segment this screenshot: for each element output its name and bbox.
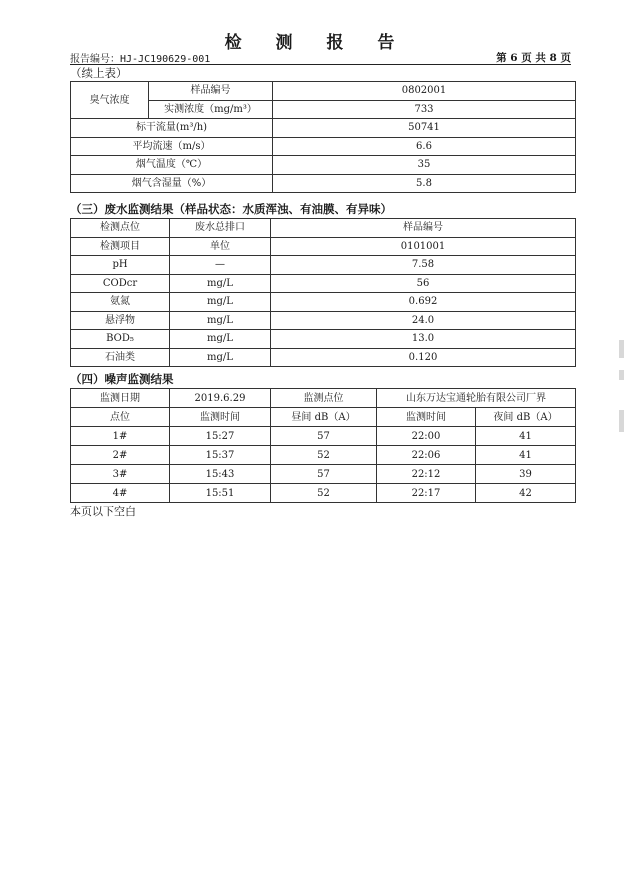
cell: 15:27 [170, 427, 271, 446]
cell: 石油类 [71, 348, 170, 367]
table-row [71, 119, 576, 138]
cell: mg/L [170, 293, 271, 312]
cell: CODcr [71, 274, 170, 293]
header-cell: 监测点位 [271, 389, 377, 408]
cell: 3# [71, 465, 170, 484]
cell: 悬浮物 [71, 311, 170, 330]
cell: 42 [476, 484, 576, 503]
table-row [71, 348, 576, 367]
header-cell: 监测日期 [71, 389, 170, 408]
exhaust-gas-table [70, 81, 576, 193]
table-row [71, 174, 576, 193]
table-row [71, 156, 576, 175]
report-header [70, 50, 571, 65]
cell: 41 [476, 427, 576, 446]
header-cell: 样品编号 [271, 219, 576, 238]
header-cell: 0101001 [271, 237, 576, 256]
header-cell: 昼间 dB（A） [271, 408, 377, 427]
cell: 52 [271, 484, 377, 503]
header-cell: 检测点位 [71, 219, 170, 238]
row-value: 0802001 [273, 82, 576, 101]
cell: mg/L [170, 330, 271, 349]
row-label: 样品编号 [149, 82, 273, 101]
cell: 41 [476, 446, 576, 465]
row-label: 平均流速（m/s） [71, 137, 273, 156]
end-of-page-note: 本页以下空白 [70, 505, 136, 518]
cell: 13.0 [271, 330, 576, 349]
cell: 0.120 [271, 348, 576, 367]
cell: pH [71, 256, 170, 275]
cell: 56 [271, 274, 576, 293]
row-label: 烟气含湿量（%） [71, 174, 273, 193]
wastewater-table [70, 218, 576, 367]
table-row [71, 465, 576, 484]
table-row [71, 274, 576, 293]
cell: 0.692 [271, 293, 576, 312]
header-cell: 监测时间 [377, 408, 476, 427]
header-cell: 2019.6.29 [170, 389, 271, 408]
noise-heading: （四）噪声监测结果 [70, 372, 174, 386]
continued-label: （续上表） [70, 66, 128, 80]
table-row [71, 256, 576, 275]
table-row [71, 408, 576, 427]
table-row [71, 484, 576, 503]
table-row [71, 330, 576, 349]
report-title: 检 测 报 告 [224, 33, 409, 53]
wastewater-heading: （三）废水监测结果（样品状态：水质浑浊、有油膜、有异味） [70, 202, 392, 216]
row-label: 烟气温度（℃） [71, 156, 273, 175]
header-cell: 点位 [71, 408, 170, 427]
cell: 39 [476, 465, 576, 484]
cell: 氨氮 [71, 293, 170, 312]
cell: 22:17 [377, 484, 476, 503]
cell: mg/L [170, 274, 271, 293]
cell: — [170, 256, 271, 275]
row-value: 35 [273, 156, 576, 175]
cell: 22:12 [377, 465, 476, 484]
report-number: 报告编号：HJ-JC190629-001 [70, 54, 211, 65]
cell: 1# [71, 427, 170, 446]
header-cell: 检测项目 [71, 237, 170, 256]
row-value: 6.6 [273, 137, 576, 156]
noise-table [70, 388, 576, 503]
cell: 15:37 [170, 446, 271, 465]
page-indicator: 第 6 页 共 8 页 [496, 52, 571, 64]
cell: BOD₅ [71, 330, 170, 349]
table-row [71, 427, 576, 446]
header-cell: 夜间 dB（A） [476, 408, 576, 427]
header-cell: 监测时间 [170, 408, 271, 427]
header-cell: 单位 [170, 237, 271, 256]
row-label: 标干流量(m³/h) [71, 119, 273, 138]
row-value: 733 [273, 100, 576, 119]
row-value: 50741 [273, 119, 576, 138]
table-row [71, 311, 576, 330]
cell: mg/L [170, 311, 271, 330]
table-row [71, 82, 576, 101]
table-row [71, 237, 576, 256]
row-label: 实测浓度（mg/m³） [149, 100, 273, 119]
cell: 24.0 [271, 311, 576, 330]
table-row [71, 389, 576, 408]
cell: 15:51 [170, 484, 271, 503]
table-row [71, 219, 576, 238]
table-row [71, 137, 576, 156]
cell: mg/L [170, 348, 271, 367]
row-value: 5.8 [273, 174, 576, 193]
cell: 2# [71, 446, 170, 465]
cell: 57 [271, 465, 377, 484]
cell: 4# [71, 484, 170, 503]
cell: 57 [271, 427, 377, 446]
cell: 15:43 [170, 465, 271, 484]
scan-artifact [615, 340, 629, 450]
header-cell: 山东万达宝通轮胎有限公司厂界 [377, 389, 576, 408]
header-cell: 废水总排口 [170, 219, 271, 238]
cell: 7.58 [271, 256, 576, 275]
cell: 52 [271, 446, 377, 465]
cell: 22:06 [377, 446, 476, 465]
table-row [71, 293, 576, 312]
cell: 22:00 [377, 427, 476, 446]
group-label: 臭气浓度 [71, 82, 149, 119]
table-row [71, 446, 576, 465]
